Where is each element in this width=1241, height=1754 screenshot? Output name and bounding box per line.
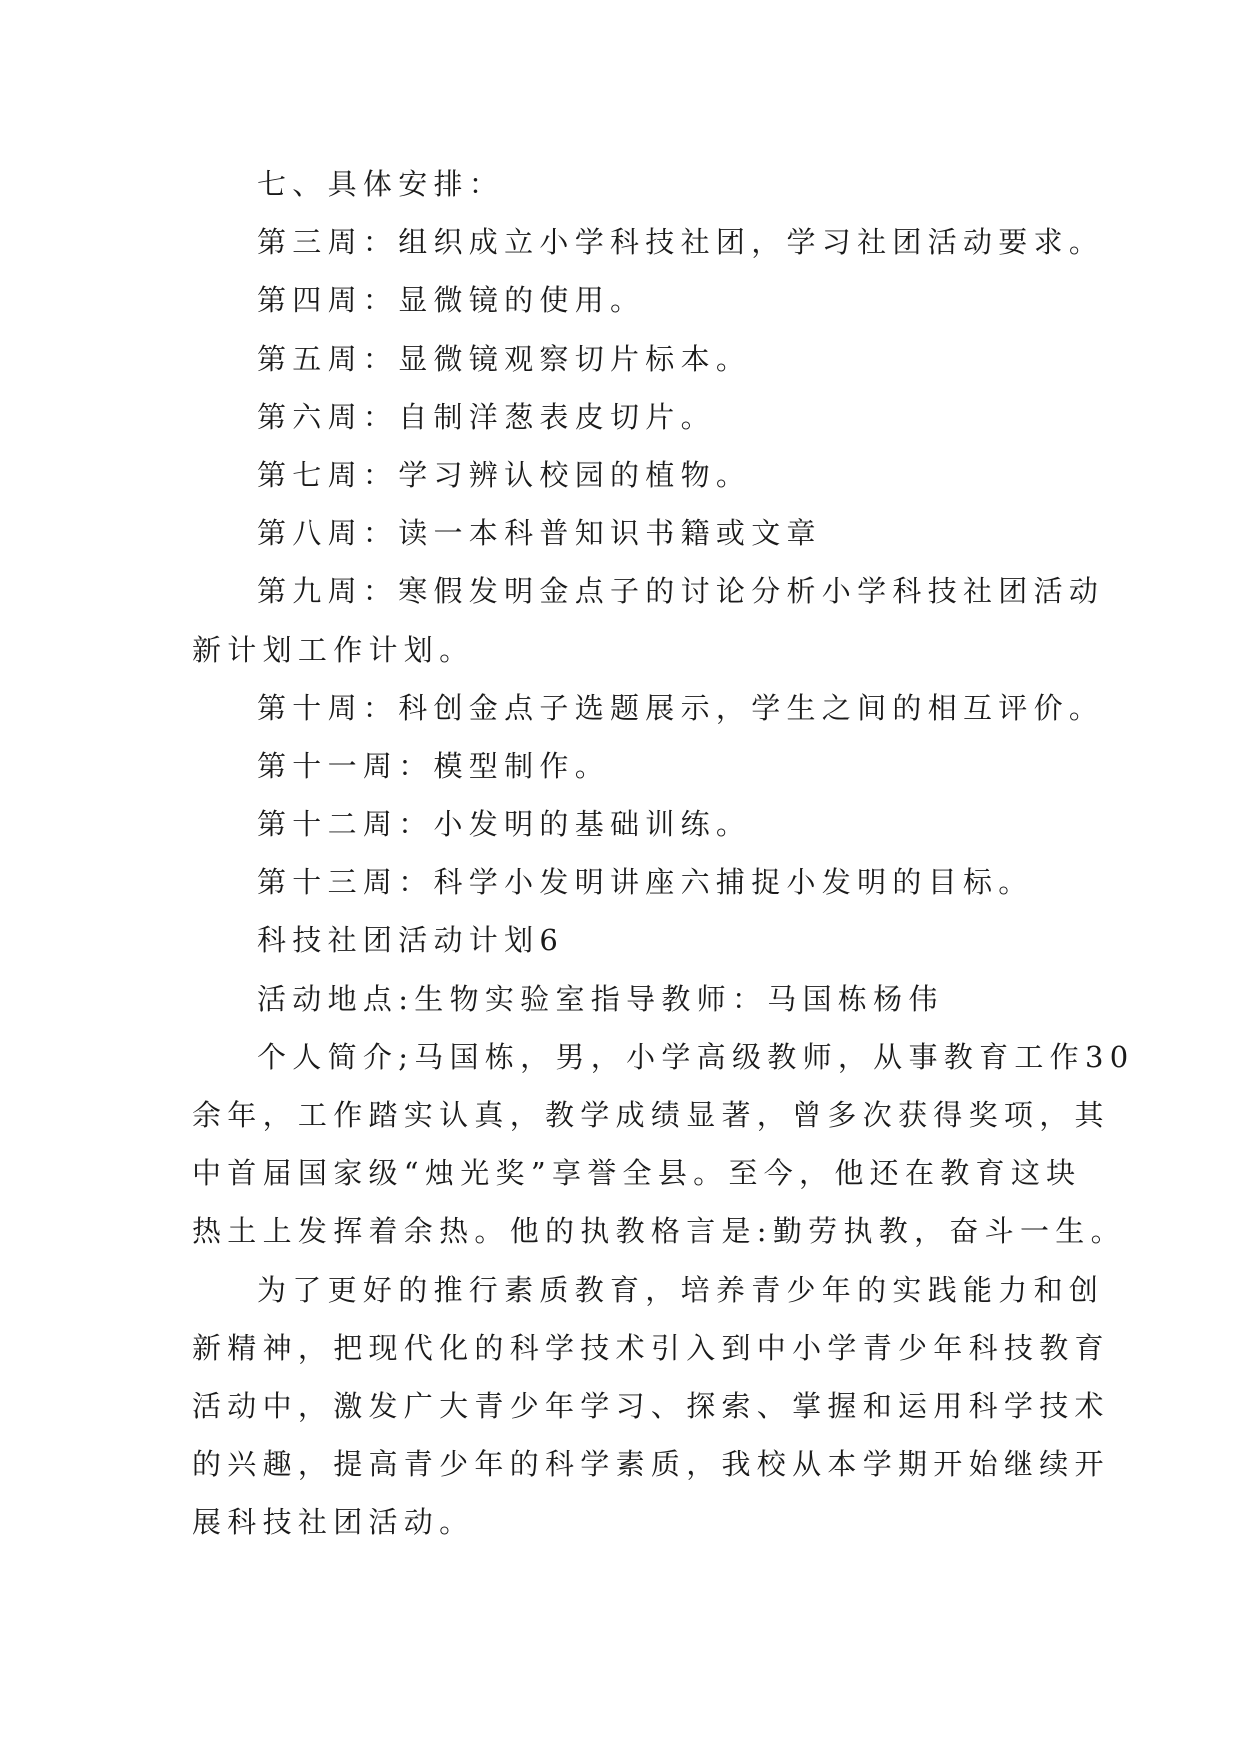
- schedule-week-8: 第八周：读一本科普知识书籍或文章: [257, 516, 822, 551]
- schedule-week-11: 第十一周：模型制作。: [257, 748, 611, 783]
- purpose-paragraph-line: 展科技社团活动。: [192, 1505, 475, 1540]
- purpose-paragraph-line: 新精神，把现代化的科学技术引入到中小学青少年科技教育: [192, 1330, 1110, 1365]
- purpose-paragraph-line: 为了更好的推行素质教育，培养青少年的实践能力和创: [257, 1272, 1105, 1307]
- bio-paragraph-line: 余年，工作踏实认真，教学成绩显著，曾多次获得奖项，其: [192, 1098, 1110, 1132]
- bio-paragraph-line: 热土上发挥着余热。他的执教格言是:勤劳执教，奋斗一生。: [192, 1214, 1126, 1249]
- document-body: [192, 155, 1135, 1552]
- schedule-week-10: 第十周：科创金点子选题展示，学生之间的相互评价。: [257, 690, 1105, 725]
- schedule-week-9: 第九周：寒假发明金点子的讨论分析小学科技社团活动: [257, 574, 1105, 609]
- activity-location: 活动地点:生物实验室指导教师：马国栋杨伟: [257, 981, 944, 1016]
- bio-paragraph-line: 个人简介;马国栋，男，小学高级教师，从事教育工作30: [257, 1039, 1135, 1074]
- schedule-week-13: 第十三周：科学小发明讲座六捕捉小发明的目标。: [257, 865, 1034, 900]
- schedule-week-9-continued: 新计划工作计划。: [192, 632, 475, 667]
- schedule-week-12: 第十二周：小发明的基础训练。: [257, 807, 752, 842]
- schedule-week-6: 第六周：自制洋葱表皮切片。: [257, 399, 716, 434]
- bio-paragraph-line: 中首届国家级“烛光奖”享誉全县。至今，他还在教育这块: [192, 1156, 1082, 1191]
- purpose-paragraph-line: 活动中，激发广大青少年学习、探索、掌握和运用科学技术: [192, 1388, 1110, 1423]
- purpose-paragraph-line: 的兴趣，提高青少年的科学素质，我校从本学期开始继续开: [192, 1447, 1110, 1482]
- schedule-week-3: 第三周：组织成立小学科技社团，学习社团活动要求。: [257, 225, 1105, 260]
- plan-title: 科技社团活动计划6: [257, 923, 565, 958]
- schedule-week-5: 第五周：显微镜观察切片标本。: [257, 341, 752, 376]
- section-heading: 七、具体安排：: [257, 167, 505, 201]
- schedule-week-4: 第四周：显微镜的使用。: [257, 283, 646, 318]
- schedule-week-7: 第七周：学习辨认校园的植物。: [257, 457, 752, 492]
